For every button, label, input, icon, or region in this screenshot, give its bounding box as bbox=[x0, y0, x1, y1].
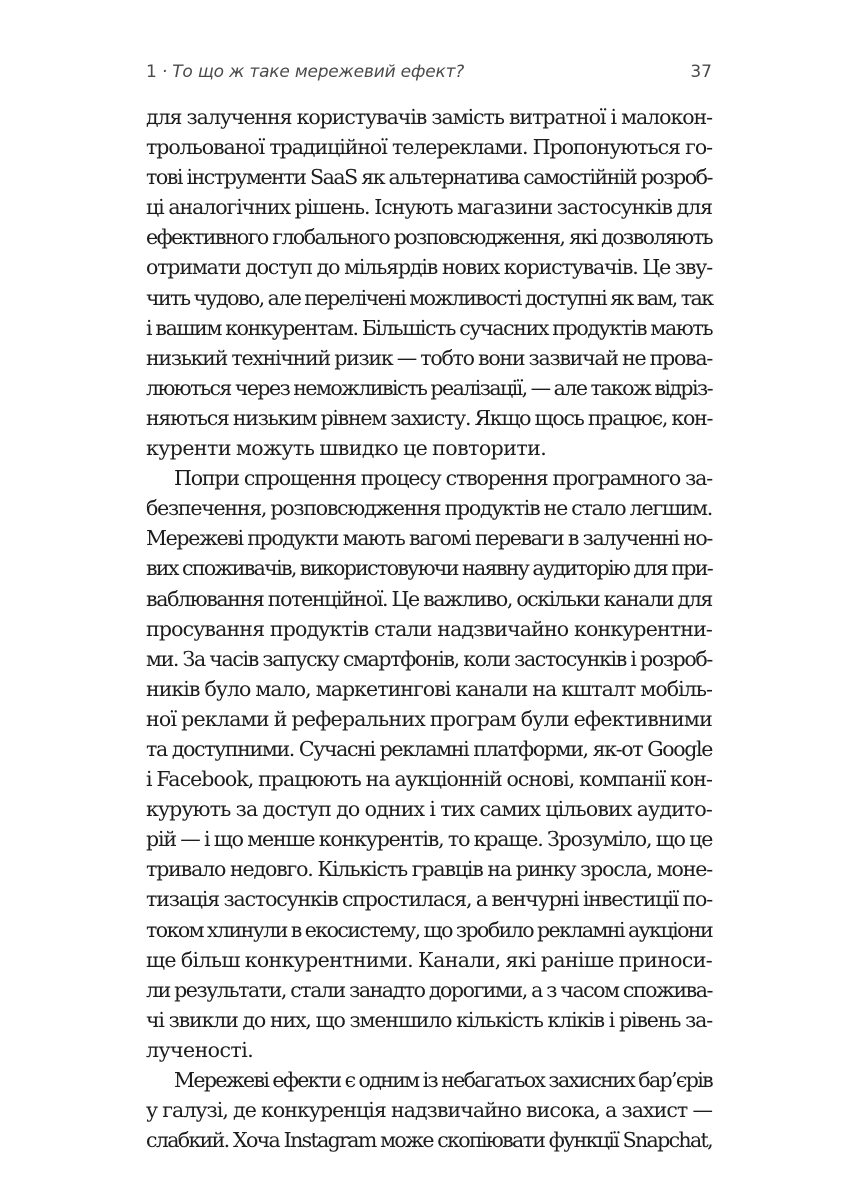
text-line: ще більш конкурентними. Канали, які раніше приноси- bbox=[146, 947, 712, 972]
text-line: вих споживачів, використовуючи наявну аудиторію для при- bbox=[146, 556, 712, 581]
text-line: та доступними. Сучасні рекламні платформи, як-от Google bbox=[146, 736, 712, 761]
text-line: для залучення користувачів замість витратної і малокон- bbox=[146, 105, 712, 129]
text-line: низький технічний ризик — тобто вони зазвичай не прова- bbox=[146, 345, 712, 370]
paragraph bbox=[146, 1065, 712, 1155]
page-number: 37 bbox=[690, 62, 712, 82]
text-line: тизація застосунків спростилася, а венчурні інвестиції по- bbox=[146, 887, 712, 912]
text-line: ників було мало, маркетингові канали на кшталт мобіль- bbox=[146, 676, 712, 701]
text-line: няються низьким рівнем захисту. Якщо щось працює, кон- bbox=[146, 405, 713, 430]
paragraph bbox=[146, 102, 712, 463]
text-line: тові інструменти SaaS як альтернатива самостійній розроб- bbox=[146, 165, 712, 190]
text-line: ної реклами й реферальних програм були ефективними bbox=[146, 706, 712, 731]
text-line: чі звикли до них, що зменшило кількість кліків і рівень за- bbox=[146, 1007, 712, 1032]
text-line: ми. За часів запуску смартфонів, коли застосунків і розроб- bbox=[146, 646, 712, 671]
text-line: Попри спрощення процесу створення програмного за- bbox=[174, 466, 712, 491]
text-line: і вашим конкурентам. Більшість сучасних продуктів мають bbox=[146, 315, 713, 340]
text-line: ці аналогічних рішень. Існують магазини застосунків для bbox=[146, 195, 712, 220]
text-line: курують за доступ до одних і тих самих цільових аудито- bbox=[146, 797, 712, 822]
body-text bbox=[146, 102, 712, 1155]
chapter-heading bbox=[146, 62, 464, 82]
chapter-number: 1 bbox=[146, 62, 157, 82]
chapter-separator: · bbox=[156, 62, 173, 82]
text-line: лученості. bbox=[146, 1037, 254, 1062]
text-line: люються через неможливість реалізації, — але також відріз- bbox=[146, 375, 712, 400]
text-line: трольованої традиційної телереклами. Пропонуються го- bbox=[146, 135, 712, 160]
text-line: безпечення, розповсюдження продуктів не стало легшим. bbox=[146, 496, 712, 521]
text-line: тривало недовго. Кількість гравців на ринку зросла, моне- bbox=[146, 857, 712, 882]
text-line: і Facebook, працюють на аукціонній основі, компанії кон- bbox=[146, 767, 712, 792]
text-line: слабкий. Хоча Instagram може скопіювати функції Snapchat, bbox=[146, 1128, 712, 1153]
running-head bbox=[146, 58, 712, 88]
text-line: ефективного глобального розповсюдження, які дозволяють bbox=[146, 225, 712, 250]
text-line: куренти можуть швидко це повторити. bbox=[146, 436, 547, 461]
text-line: током хлинули в екосистему, що зробило рекламні аукціони bbox=[146, 917, 713, 942]
text-line: ваблювання потенційної. Це важливо, оскільки канали для bbox=[146, 586, 712, 611]
text-line: ли результати, стали занадто дорогими, а з часом спожива- bbox=[146, 977, 712, 1002]
text-line: просування продуктів стали надзвичайно конкурентни- bbox=[146, 616, 712, 641]
text-line: Мережеві продукти мають вагомі переваги в залученні но- bbox=[146, 526, 712, 551]
paragraph bbox=[146, 463, 712, 1065]
text-line: Мережеві ефекти є одним із небагатьох захисних бар’єрів bbox=[174, 1068, 712, 1092]
text-line: чить чудово, але перелічені можливості доступні як вам, так bbox=[146, 285, 713, 310]
text-line: у галузі, де конкуренція надзвичайно висока, а захист — bbox=[146, 1098, 712, 1123]
text-line: рій — і що менше конкурентів, то краще. Зрозуміло, що це bbox=[146, 827, 713, 852]
text-line: отримати доступ до мільярдів нових користувачів. Це зву- bbox=[146, 255, 712, 280]
chapter-title: То що ж таке мережевий ефект? bbox=[172, 62, 465, 82]
